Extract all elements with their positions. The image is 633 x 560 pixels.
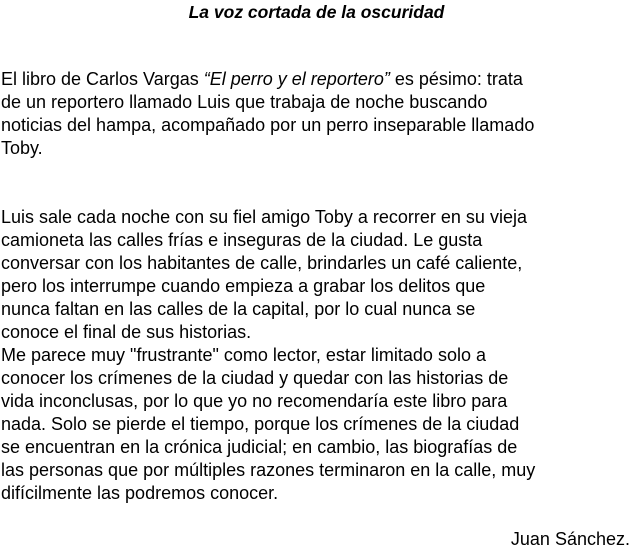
paragraph-2-line-1: Luis sale cada noche con su fiel amigo Toby a recorrer en su vieja xyxy=(1,207,527,227)
author-signature: Juan Sánchez. xyxy=(510,529,630,549)
paragraph-3-line-1: Me parece muy "frustrante" como lector, estar limitado solo a xyxy=(1,345,486,365)
paragraph-1-line-4: Toby. xyxy=(1,138,43,158)
paragraph-2-line-2: camioneta las calles frías e inseguras de la ciudad. Le gusta xyxy=(1,230,483,250)
line-text: es pésimo: trata xyxy=(389,69,523,89)
paragraph-3-line-4: nada. Solo se pierde el tiempo, porque los crímenes de la ciudad xyxy=(1,414,520,434)
paragraph-2 xyxy=(1,206,633,344)
paragraph-1-line-1 xyxy=(1,68,633,91)
paragraph-2-line-6: conoce el final de sus historias. xyxy=(1,322,252,342)
document-title: La voz cortada de la oscuridad xyxy=(188,2,445,22)
paragraph-1-line-3: noticias del hampa, acompañado por un perro inseparable llamado xyxy=(1,115,535,135)
paragraph-2-line-5: nunca faltan en las calles de la capital, por lo cual nunca se xyxy=(1,299,476,319)
paragraph-2-line-4: pero los interrumpe cuando empieza a grabar los delitos que xyxy=(1,276,486,296)
line-text: El libro de Carlos Vargas xyxy=(1,69,204,89)
paragraph-3-line-6: las personas que por múltiples razones terminaron en la calle, muy xyxy=(1,460,536,480)
paragraph-3 xyxy=(1,344,633,505)
paragraph-1-line-2: de un reportero llamado Luis que trabaja de noche buscando xyxy=(1,92,488,112)
paragraph-3-line-7: difícilmente las podremos conocer. xyxy=(1,483,279,503)
paragraph-2-line-3: conversar con los habitantes de calle, brindarles un café caliente, xyxy=(1,253,523,273)
paragraph-1 xyxy=(1,68,633,160)
book-title: “El perro y el reportero” xyxy=(203,69,390,89)
paragraph-3-line-2: conocer los crímenes de la ciudad y quedar con las historias de xyxy=(1,368,509,388)
paragraph-3-line-5: se encuentran en la crónica judicial; en cambio, las biografías de xyxy=(1,437,518,457)
paragraph-3-line-3: vida inconclusas, por lo que yo no recomendaría este libro para xyxy=(1,391,508,411)
